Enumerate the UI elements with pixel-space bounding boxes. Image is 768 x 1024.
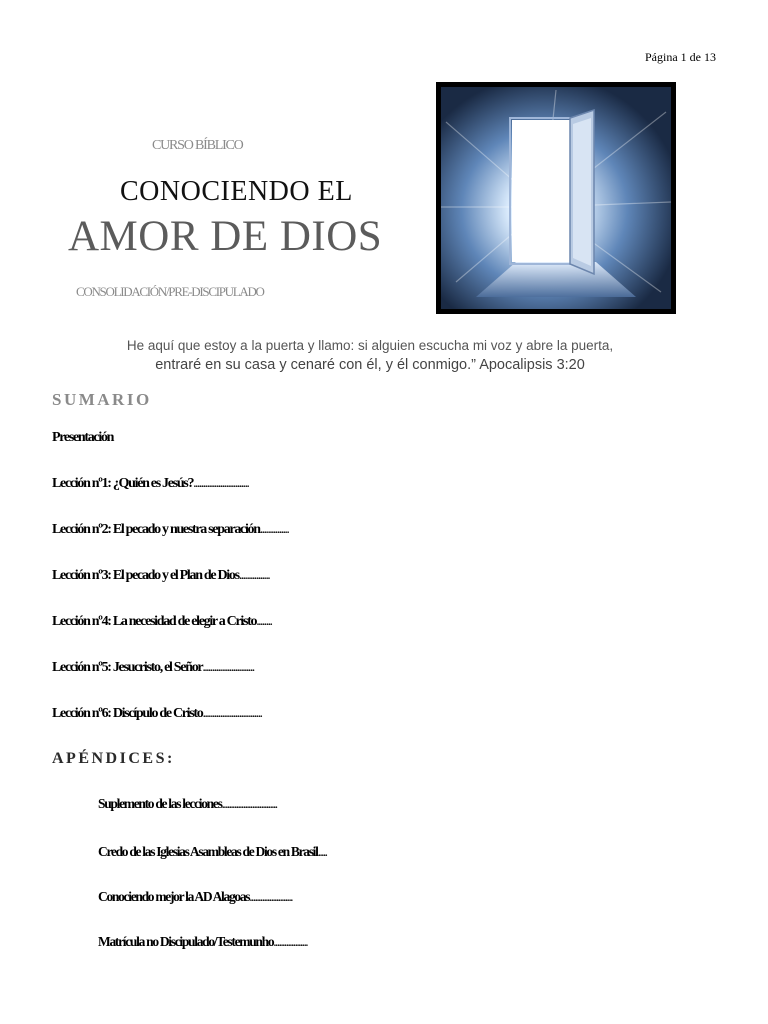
- toc-item-leccion-1[interactable]: [52, 476, 248, 492]
- toc-item-label: Presentación: [52, 430, 114, 445]
- toc-item-dots: .....: [317, 844, 327, 859]
- toc-item-leccion-2[interactable]: [52, 522, 288, 538]
- toc-item-leccion-3[interactable]: [52, 568, 269, 584]
- toc-item-label: Lección nº6: Discípulo de Cristo: [52, 706, 203, 721]
- page-number: Página 1 de 13: [645, 50, 716, 64]
- toc-item-ad-alagoas[interactable]: [98, 889, 292, 905]
- toc-item-dots: ...........................: [202, 660, 254, 675]
- toc-item-label: Lección nº5: Jesucristo, el Señor: [52, 660, 203, 675]
- course-label: CURSO BÍBLICO: [152, 138, 243, 153]
- bible-quote: [30, 338, 710, 373]
- toc-item-dots: ...............................: [202, 706, 262, 721]
- toc-item-leccion-4[interactable]: [52, 614, 271, 630]
- toc-item-label: Suplemento de las lecciones: [98, 796, 222, 811]
- quote-line2: entraré en su casa y cenaré con él, y él conmigo.” Apocalipsis 3:20: [155, 357, 585, 373]
- toc-item-presentacion[interactable]: [52, 430, 113, 446]
- toc-item-dots: ................: [238, 568, 270, 583]
- open-door-image: [436, 82, 676, 314]
- document-title-line1: CONOCIENDO EL: [120, 176, 353, 207]
- toc-item-dots: ...............: [259, 522, 289, 537]
- toc-item-dots: ........: [256, 614, 272, 629]
- apendices-heading: APÉNDICES:: [52, 750, 175, 767]
- toc-item-label: Lección nº2: El pecado y nuestra separación: [52, 522, 260, 537]
- quote-line1: He aquí que estoy a la puerta y llamo: si alguien escucha mi voz y abre la puerta,: [126, 338, 614, 353]
- toc-item-label: Credo de las Iglesias Asambleas de Dios en Brasil: [98, 844, 318, 859]
- toc-item-dots: .............................: [193, 476, 249, 491]
- toc-item-credo[interactable]: [98, 844, 326, 860]
- document-subtitle: CONSOLIDACIÓN/PRE-DISCIPULADO: [76, 284, 264, 299]
- toc-item-leccion-6[interactable]: [52, 706, 261, 722]
- sumario-heading: SUMARIO: [52, 390, 152, 409]
- toc-item-label: Matrícula no Discipulado/Testemunho: [98, 934, 274, 949]
- toc-item-dots: ........................: [249, 889, 292, 904]
- toc-item-dots: ...................: [273, 934, 308, 949]
- document-title-line2: AMOR DE DIOS: [68, 213, 383, 260]
- toc-item-leccion-5[interactable]: [52, 660, 254, 676]
- toc-item-suplemento[interactable]: [98, 796, 277, 812]
- toc-item-label: Lección nº4: La necesidad de elegir a Cristo: [52, 614, 257, 629]
- toc-item-label: Lección nº3: El pecado y el Plan de Dios: [52, 568, 239, 583]
- toc-item-label: Lección nº1: ¿Quién es Jesús?: [52, 476, 194, 491]
- toc-item-matricula[interactable]: [98, 934, 307, 950]
- toc-item-dots: ...............................: [221, 796, 277, 811]
- toc-item-label: Conociendo mejor la AD Alagoas: [98, 889, 250, 904]
